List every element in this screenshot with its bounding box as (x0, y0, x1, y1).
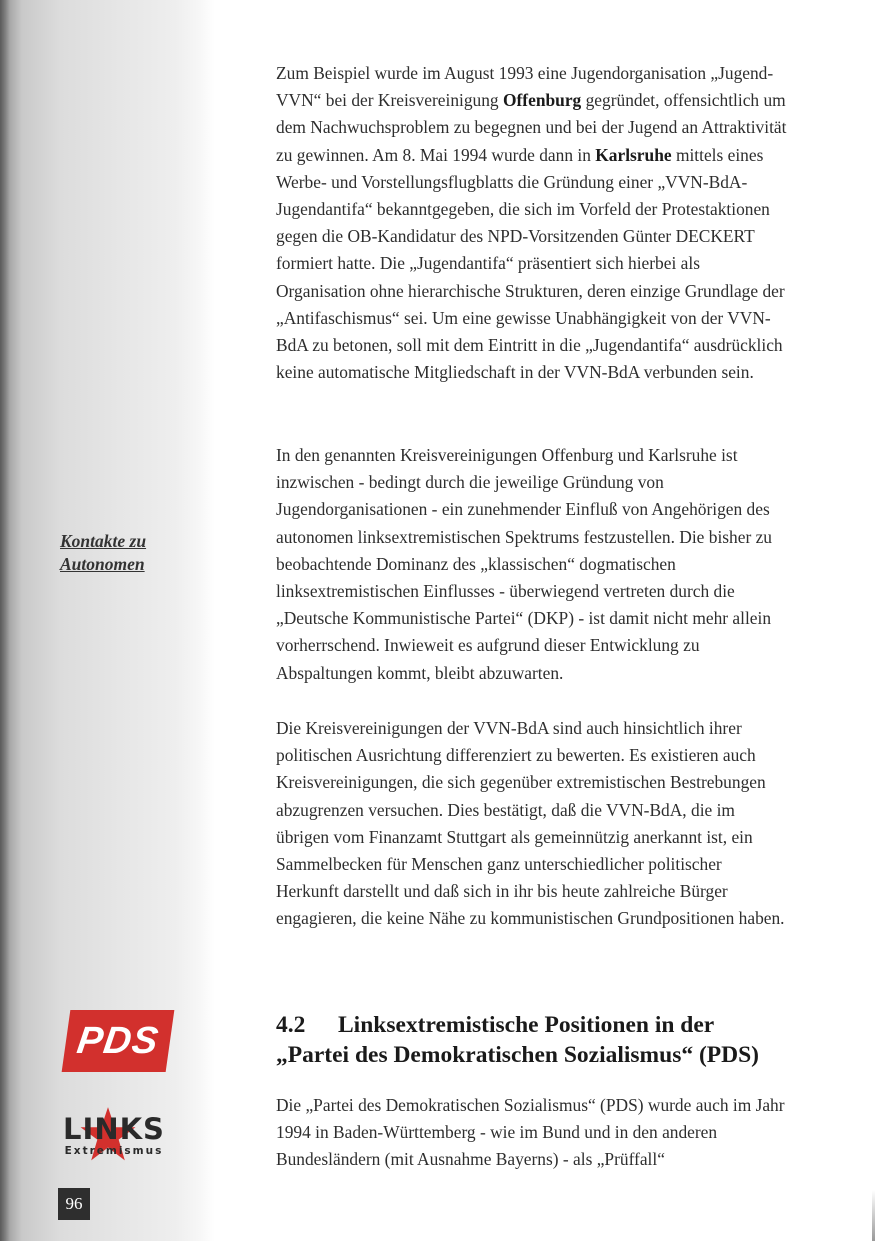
paragraph-jugendorganisation (276, 60, 788, 386)
section-number: 4.2 (276, 1012, 306, 1038)
pds-logo-text: PDS (74, 1019, 162, 1062)
links-extremismus-logo (58, 1105, 168, 1165)
links-logo-word: LINKS (63, 1112, 165, 1146)
paragraph-kreisvereinigungen: Die Kreisvereinigungen der VVN-BdA sind auch hinsichtlich ihrer politischen Ausrichtung differenziert zu bewerten. Es existieren auch Kreisvereinigungen, die sich gegenüber extremistischen Bestrebungen abzugrenzen versuchen. Dies bestätigt, daß die VVN-BdA, die im übrigen vom Finanzamt Stuttgart als gemeinnützig anerkannt ist, ein Sammelbecken für Menschen ganz unterschiedlicher politischer Herkunft darstellt und daß sich in ihr bis heute zahlreiche Bürger engagieren, die keine Nähe zu kommunistischen Grundpositionen haben. (276, 718, 785, 929)
text-run: gegründet, offensichtlich um dem Nachwuchsproblem zu begegnen und bei der Jugend an Attraktivität zu gewinnen. Am 8. Mai 1994 wurde dann in (276, 90, 787, 165)
section-title: Linksextremistische Positionen in der „Partei des Demokratischen Sozialismus“ (PDS) (276, 1012, 760, 1068)
paragraph-autonome-einfluss: In den genannten Kreisvereinigungen Offenburg und Karlsruhe ist inzwischen - bedingt durch die jeweilige Gründung von Jugendorganisationen - ein zunehmender Einfluß von Angehörigen des autonomen linksextremistischen Spektrums festzustellen. Die bisher zu beobachtende Dominanz des „klassischen“ dogmatischen linksextremistischen Einflusses - überwiegend vertreten durch die „Deutsche Kommunistische Partei“ (DKP) - ist damit nicht mehr allein vorherrschend. Inwieweit es aufgrund dieser Entwicklung zu Abspaltungen kommt, bleibt abzuwarten. (276, 445, 773, 683)
text-run: Zum Beispiel wurde im August 1993 eine Jugendorganisation „Jugend-VVN“ bei der Kreisvereinigung (276, 63, 774, 111)
bold-place-name: Offenburg (502, 90, 582, 111)
pds-logo (62, 1010, 175, 1072)
section-heading (276, 1010, 788, 1070)
margin-note: Kontakte zu Autonomen (60, 531, 147, 574)
bold-place-name: Karlsruhe (595, 144, 672, 165)
page-number: 96 (58, 1188, 90, 1220)
paragraph-pds-prueffall: Die „Partei des Demokratischen Sozialismus“ (PDS) wurde auch im Jahr 1994 in Baden-Württemberg - wie im Bund und in den anderen Bundesländern (mit Ausnahme Bayerns) - als „Prüffall“ (276, 1095, 785, 1170)
links-logo-subtitle: Extremismus (64, 1145, 164, 1157)
text-run: mittels eines Werbe- und Vorstellungsflugblatts die Gründung einer „VVN-BdA-Jugendantifa“ bekanntgegeben, die sich im Vorfeld der Protestaktionen gegen die OB-Kandidatur des NPD-Vorsitzenden Günter DECKERT formiert hatte. Die „Jugendantifa“ präsentiert sich hierbei als Organisation ohne hierarchische Strukturen, deren einzige Grundlage der „Antifaschismus“ sei. Um eine gewisse Unabhängigkeit von der VVN-BdA zu betonen, soll mit dem Eintritt in die „Jugendantifa“ ausdrücklich keine automatische Mitgliedschaft in der VVN-BdA verbunden sein. (276, 144, 785, 383)
